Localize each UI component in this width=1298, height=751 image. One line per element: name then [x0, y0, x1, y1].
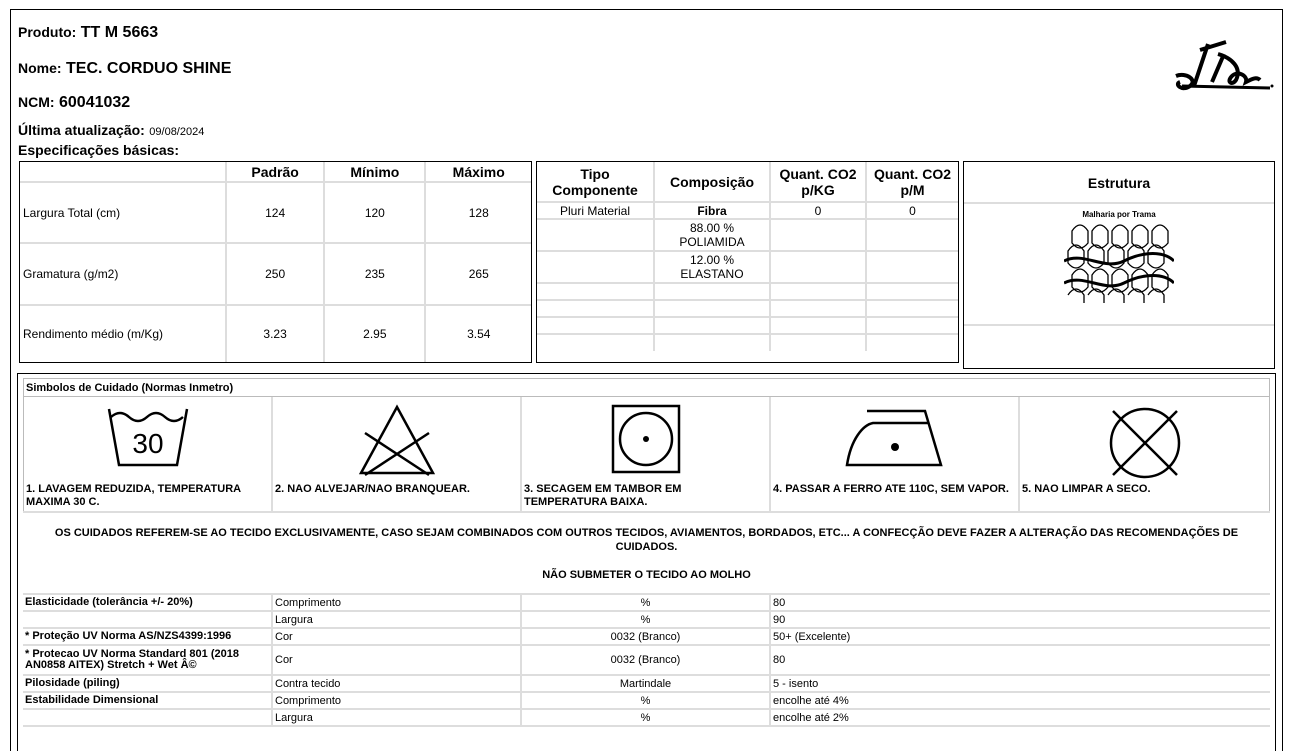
- structure-caption: Malharia por Trama: [1082, 210, 1156, 219]
- composition-table: [536, 161, 959, 363]
- wash-30-icon: [105, 403, 191, 473]
- specs-table: [19, 161, 532, 363]
- properties-table: [23, 593, 1270, 727]
- table-row: Elasticidade (tolerância +/- 20%) Comprimento % 80: [23, 594, 1270, 611]
- table-row: Rendimento médio (m/Kg) 3.23 2.95 3.54: [20, 305, 531, 362]
- care-title: Simbolos de Cuidado (Normas Inmetro): [23, 378, 1270, 396]
- table-row: Gramatura (g/m2) 250 235 265: [20, 243, 531, 304]
- table-row: 88.00 % POLIAMIDA: [537, 219, 958, 251]
- ncm-line: NCM: 60041032: [18, 94, 131, 111]
- nome-line: Nome: TEC. CORDUO SHINE: [18, 60, 232, 77]
- iron-low-icon: [845, 403, 945, 469]
- atualizacao-value: 09/08/2024: [149, 126, 205, 138]
- comp-header-tipo: Tipo Componente: [537, 162, 654, 202]
- table-row: 12.00 % ELASTANO: [537, 251, 958, 283]
- comp-header-co2-kg: Quant. CO2 p/KG: [770, 162, 866, 202]
- table-row: Largura Total (cm) 124 120 128: [20, 182, 531, 243]
- specs-header-minimo: Mínimo: [324, 162, 425, 182]
- care-note-2: NÃO SUBMETER O TECIDO AO MOLHO: [542, 569, 751, 581]
- table-row: Pilosidade (piling) Contra tecido Martindale 5 - isento: [23, 675, 1270, 692]
- table-row: * Protecao UV Norma Standard 801 (2018 AN0858 AITEX) Stretch + Wet Â© Cor 0032 (Branco) 80: [23, 645, 1270, 675]
- structure-title: Estrutura: [964, 162, 1274, 204]
- table-row: Pluri Material Fibra 0 0: [537, 202, 958, 219]
- especificacoes-label: Especificações básicas:: [18, 142, 180, 158]
- no-bleach-icon: [357, 403, 437, 479]
- nome-value: TEC. CORDUO SHINE: [66, 60, 232, 77]
- care-symbol-5: 5. NAO LIMPAR A SECO.: [1020, 397, 1269, 511]
- care-note-1: OS CUIDADOS REFEREM-SE AO TECIDO EXCLUSIVAMENTE, CASO SEJAM COMBINADOS COM OUTROS TECIDOS, AVIAMENTOS, BORDADOS, ETC... A CONFECÇÃO DEVE FAZER A ALTERAÇÃO DAS RECOMENDAÇÕES DE CUIDADOS.: [54, 527, 1239, 553]
- produto-value: TT M 5663: [80, 24, 159, 41]
- care-symbol-3: 3. SECAGEM EM TAMBOR EM TEMPERATURA BAIXA.: [522, 397, 771, 511]
- produto-line: Produto: TT M 5663: [18, 24, 159, 41]
- table-row: Largura % 90: [23, 611, 1270, 628]
- comp-header-co2-m: Quant. CO2 p/M: [866, 162, 958, 202]
- knit-structure-icon: [1064, 221, 1174, 313]
- table-row: Largura % encolhe até 2%: [23, 709, 1270, 726]
- care-symbol-2: 2. NAO ALVEJAR/NAO BRANQUEAR.: [273, 397, 522, 511]
- tumble-dry-low-icon: [610, 403, 682, 475]
- care-notes: [23, 511, 1270, 593]
- svg-text:30: 30: [131, 428, 164, 459]
- no-dry-clean-icon: [1105, 403, 1185, 483]
- company-logo-icon: [1172, 36, 1278, 96]
- specs-header-empty: [20, 162, 226, 182]
- care-section: [17, 373, 1276, 751]
- table-row: Estabilidade Dimensional Comprimento % encolhe até 4%: [23, 692, 1270, 709]
- comp-header-composicao: Composição: [654, 162, 770, 202]
- table-row: * Proteção UV Norma AS/NZS4399:1996 Cor 0032 (Branco) 50+ (Excelente): [23, 628, 1270, 645]
- specs-header-padrao: Padrão: [226, 162, 324, 182]
- structure-panel: [963, 161, 1275, 369]
- care-symbol-1: 30 1. LAVAGEM REDUZIDA, TEMPERATURA MAXIMA 30 C.: [24, 397, 273, 511]
- specs-header-maximo: Máximo: [425, 162, 531, 182]
- atualizacao-line: Última atualização: 09/08/2024: [18, 122, 205, 138]
- ncm-value: 60041032: [59, 94, 131, 111]
- care-symbol-4: 4. PASSAR A FERRO ATE 110C, SEM VAPOR.: [771, 397, 1020, 511]
